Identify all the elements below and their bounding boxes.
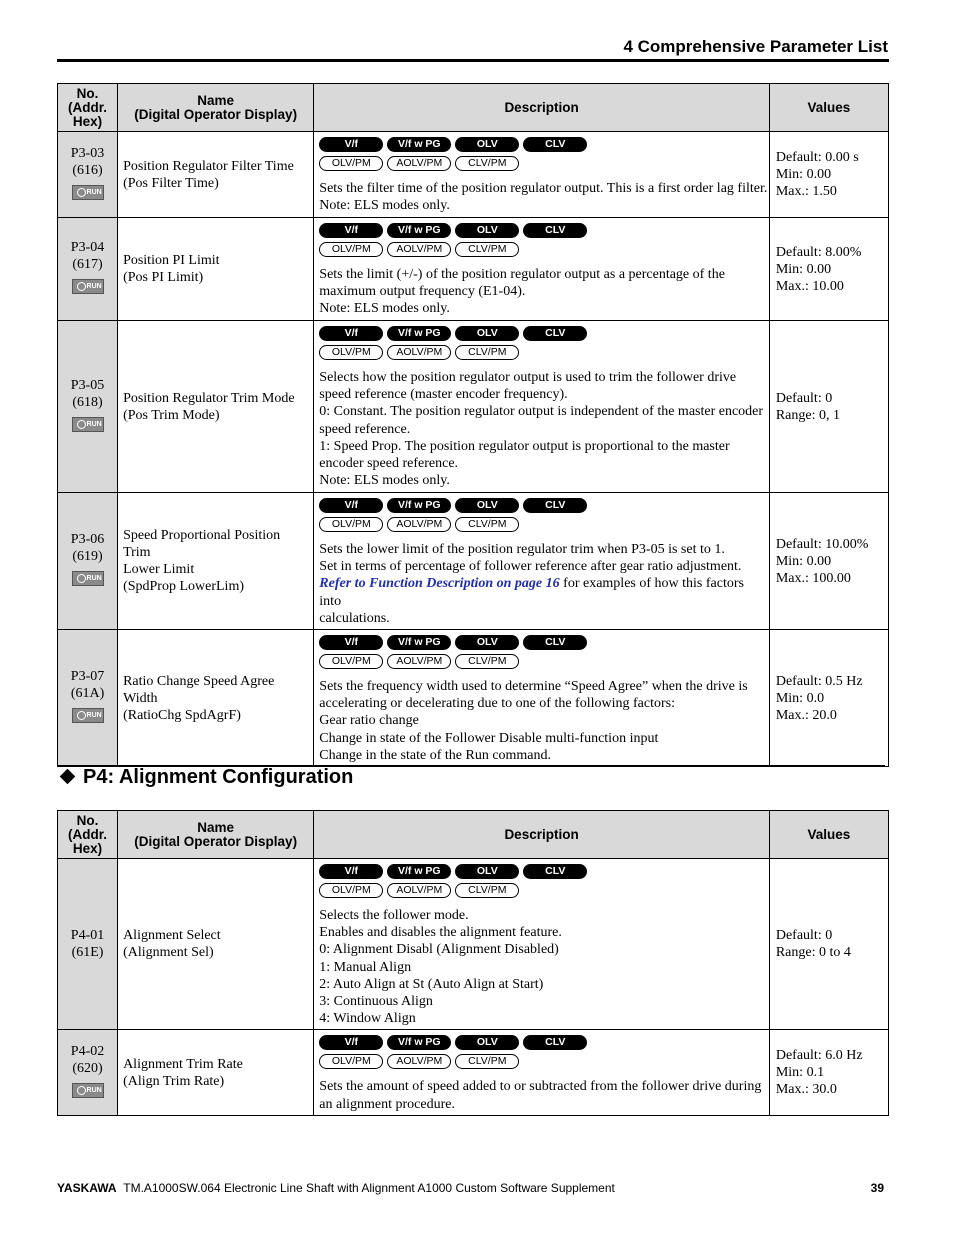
param-name-cell — [118, 859, 314, 1030]
description-line: Note: ELS modes only. — [319, 473, 450, 489]
mode-badge-enabled: V/f — [319, 864, 383, 879]
param-value-line: Default: 0.5 Hz — [775, 673, 863, 689]
mode-badge-enabled: V/f w PG — [387, 223, 451, 238]
param-number: P4-02 — [70, 1043, 105, 1059]
param-address: (618) — [72, 394, 103, 410]
mode-badge-enabled: V/f — [319, 1035, 383, 1050]
param-name-cell — [118, 493, 314, 630]
param-value-line: Default: 10.00% — [775, 536, 869, 552]
param-number: P3-04 — [70, 240, 105, 255]
mode-badge-disabled: CLV/PM — [455, 345, 519, 360]
control-mode-badges — [319, 223, 768, 263]
param-value-line: Min: 0.0 — [775, 690, 825, 706]
param-number: P3-07 — [70, 669, 105, 685]
param-name-cell — [118, 1030, 314, 1116]
param-name-line: (Pos PI Limit) — [123, 270, 204, 285]
param-name-cell — [118, 132, 314, 218]
run-icon-label: RUN — [86, 1086, 102, 1094]
mode-badge-disabled: AOLV/PM — [387, 345, 451, 360]
mode-badge-enabled: OLV — [455, 864, 519, 879]
param-value-line: Default: 0.00 s — [775, 150, 859, 165]
mode-badge-disabled: AOLV/PM — [387, 156, 451, 171]
description-line: Sets the frequency width used to determine “Speed Agree” when the drive is — [319, 679, 748, 695]
mode-badge-enabled: V/f w PG — [387, 326, 451, 341]
param-name-line: (Align Trim Rate) — [123, 1073, 225, 1089]
param-values-cell — [769, 630, 888, 767]
mode-badge-enabled: OLV — [455, 635, 519, 650]
table-row — [58, 1030, 889, 1116]
mode-badge-disabled: AOLV/PM — [387, 242, 451, 257]
table-row — [58, 859, 889, 1030]
param-value-line: Max.: 30.0 — [775, 1082, 837, 1098]
param-number-cell — [58, 1030, 118, 1116]
mode-badge-disabled: CLV/PM — [455, 654, 519, 669]
param-address: (616) — [72, 162, 103, 178]
param-value-line: Default: 8.00% — [775, 244, 862, 260]
mode-badge-disabled: OLV/PM — [319, 156, 383, 171]
description-line: Change in the state of the Run command. — [319, 747, 552, 763]
control-mode-badges — [319, 864, 768, 904]
mode-badge-disabled: CLV/PM — [455, 242, 519, 257]
control-mode-badges — [319, 498, 768, 538]
description-line: calculations. — [319, 610, 390, 626]
description-line: Sets the filter time of the position regulator output. This is a first order lag filter. — [319, 181, 768, 196]
mode-badge-enabled: CLV — [523, 864, 587, 879]
param-description-cell — [314, 859, 770, 1030]
param-values-cell — [769, 321, 888, 493]
param-value-line: Max.: 1.50 — [775, 184, 837, 199]
param-name-line: Ratio Change Speed Agree — [123, 673, 275, 689]
description-line: 4: Window Align — [319, 1011, 416, 1027]
footer-doc-title: TM.A1000SW.064 Electronic Line Shaft with Alignment A1000 Custom Software Supplement — [123, 1181, 615, 1195]
description-line: Note: ELS modes only. — [319, 301, 450, 317]
run-icon-label: RUN — [86, 283, 102, 290]
description-line: accelerating or decelerating due to one of the following factors: — [319, 696, 675, 712]
param-value-line: Min: 0.00 — [775, 261, 832, 277]
param-name-line: (Alignment Sel) — [123, 945, 214, 961]
description-line: Selects the follower mode. — [319, 908, 469, 923]
parameter-table-p4 — [57, 810, 889, 1116]
mode-badge-enabled: V/f — [319, 635, 383, 650]
description-line: Note: ELS modes only. — [319, 198, 450, 214]
mode-badge-enabled: V/f — [319, 326, 383, 341]
param-address: (61E) — [71, 945, 104, 961]
param-value-line: Max.: 10.00 — [775, 278, 844, 294]
mode-badge-enabled: OLV — [455, 326, 519, 341]
mode-badge-enabled: CLV — [523, 635, 587, 650]
param-number-cell — [58, 493, 118, 630]
mode-badge-enabled: CLV — [523, 137, 587, 152]
footer-brand: YASKAWA — [57, 1181, 117, 1195]
description-line: speed reference (master encoder frequency). — [319, 387, 568, 403]
param-values-cell — [769, 1030, 888, 1116]
section-title — [62, 766, 353, 789]
table-row — [58, 493, 889, 630]
param-number-cell — [58, 630, 118, 767]
param-value-line: Default: 0 — [775, 928, 833, 944]
mode-badge-disabled: CLV/PM — [455, 517, 519, 532]
description-line: Sets the lower limit of the position regulator trim when P3-05 is set to 1. — [319, 542, 725, 557]
mode-badge-enabled: V/f w PG — [387, 1035, 451, 1050]
mode-badge-disabled: CLV/PM — [455, 1054, 519, 1069]
col-header-description: Description — [314, 811, 770, 859]
section-title-text: P4: Alignment Configuration — [83, 766, 354, 788]
col-header-no: No. (Addr. Hex) — [58, 84, 118, 132]
description-line: Set in terms of percentage of follower reference after gear ratio adjustment. — [319, 559, 742, 575]
mode-badge-enabled: OLV — [455, 137, 519, 152]
run-icon — [72, 708, 104, 723]
run-icon-label: RUN — [86, 188, 102, 196]
param-number-cell — [58, 321, 118, 493]
param-description-cell — [314, 630, 770, 767]
description-line: 3: Continuous Align — [319, 994, 433, 1010]
mode-badge-disabled: OLV/PM — [319, 345, 383, 360]
col-header-name: Name (Digital Operator Display) — [118, 84, 314, 132]
run-icon — [72, 279, 104, 294]
description-line: 2: Auto Align at St (Auto Align at Start) — [319, 976, 544, 992]
run-icon — [72, 1083, 104, 1098]
param-description-cell — [314, 218, 770, 321]
mode-badge-enabled: V/f — [319, 137, 383, 152]
param-value-line: Default: 6.0 Hz — [775, 1048, 863, 1064]
run-icon — [72, 417, 104, 432]
description-line: speed reference. — [319, 421, 411, 437]
description-line: maximum output frequency (E1-04). — [319, 284, 526, 300]
mode-badge-enabled: CLV — [523, 223, 587, 238]
param-name-line: (Pos Trim Mode) — [123, 407, 220, 423]
param-description-cell — [314, 1030, 770, 1116]
param-number-cell — [58, 859, 118, 1030]
param-name-cell — [118, 218, 314, 321]
param-name-line: (RatioChg SpdAgrF) — [123, 707, 241, 723]
table-row — [58, 218, 889, 321]
param-value-line: Min: 0.00 — [775, 553, 832, 569]
param-value-line: Min: 0.00 — [775, 167, 832, 182]
param-values-cell — [769, 859, 888, 1030]
description-line: Selects how the position regulator output is used to trim the follower drive — [319, 370, 737, 385]
param-name-line: (Pos Filter Time) — [123, 175, 219, 191]
param-name-line: (SpdProp LowerLim) — [123, 579, 244, 594]
mode-badge-enabled: OLV — [455, 498, 519, 513]
run-icon-label: RUN — [86, 712, 102, 720]
page-number: 39 — [870, 1181, 884, 1195]
mode-badge-enabled: V/f w PG — [387, 635, 451, 650]
col-header-values: Values — [769, 84, 888, 132]
param-number: P3-03 — [70, 145, 105, 161]
description-line: Gear ratio change — [319, 713, 419, 729]
description-text: for examples of how this factors into — [319, 576, 744, 609]
description-line: 0: Alignment Disabl (Alignment Disabled) — [319, 942, 559, 958]
param-description-cell — [314, 321, 770, 493]
description-line: an alignment procedure. — [319, 1096, 455, 1112]
param-description-cell — [314, 132, 770, 218]
mode-badge-enabled: V/f w PG — [387, 137, 451, 152]
description-line: 1: Manual Align — [319, 959, 412, 975]
mode-badge-enabled: CLV — [523, 326, 587, 341]
param-address: (617) — [72, 257, 103, 272]
table-row — [58, 630, 889, 767]
mode-badge-disabled: AOLV/PM — [387, 654, 451, 669]
description-line: Sets the limit (+/-) of the position regulator output as a percentage of the — [319, 267, 725, 282]
param-name-line: Alignment Select — [123, 928, 221, 944]
param-address: (620) — [72, 1060, 103, 1076]
param-value-line: Min: 0.1 — [775, 1065, 825, 1081]
control-mode-badges — [319, 635, 768, 675]
param-value-line: Default: 0 — [775, 390, 833, 406]
control-mode-badges — [319, 1035, 768, 1075]
param-address: (61A) — [70, 686, 105, 702]
param-name-line: Position PI Limit — [123, 253, 220, 268]
param-name-line: Width — [123, 690, 158, 706]
param-values-cell — [769, 218, 888, 321]
mode-badge-disabled: AOLV/PM — [387, 883, 451, 898]
run-icon-label: RUN — [86, 420, 102, 428]
description-line: 1: Speed Prop. The position regulator output is proportional to the master — [319, 438, 730, 454]
mode-badge-disabled: CLV/PM — [455, 883, 519, 898]
param-number: P3-06 — [70, 532, 105, 547]
mode-badge-enabled: OLV — [455, 223, 519, 238]
mode-badge-disabled: OLV/PM — [319, 1054, 383, 1069]
description-line: Enables and disables the alignment feature. — [319, 925, 562, 941]
mode-badge-enabled: OLV — [455, 1035, 519, 1050]
mode-badge-enabled: V/f — [319, 498, 383, 513]
table-row — [58, 132, 889, 218]
table-row — [58, 321, 889, 493]
mode-badge-disabled: OLV/PM — [319, 517, 383, 532]
param-name-line: Speed Proportional Position Trim — [123, 528, 281, 560]
mode-badge-disabled: CLV/PM — [455, 156, 519, 171]
col-header-values: Values — [769, 811, 888, 859]
param-values-cell — [769, 493, 888, 630]
param-name-line: Alignment Trim Rate — [123, 1056, 243, 1072]
mode-badge-disabled: OLV/PM — [319, 654, 383, 669]
col-header-no: No. (Addr. Hex) — [58, 811, 118, 859]
cross-reference-link[interactable]: Refer to Function Description on page 16 — [319, 576, 560, 592]
param-number: P3-05 — [70, 377, 105, 393]
param-value-line: Range: 0 to 4 — [775, 945, 851, 961]
param-name-line: Lower Limit — [123, 562, 195, 577]
mode-badge-disabled: OLV/PM — [319, 242, 383, 257]
diamond-icon — [60, 769, 76, 785]
param-name-cell — [118, 321, 314, 493]
mode-badge-enabled: V/f — [319, 223, 383, 238]
mode-badge-enabled: CLV — [523, 1035, 587, 1050]
param-address: (619) — [72, 549, 103, 564]
param-value-line: Max.: 100.00 — [775, 570, 851, 586]
param-name-line: Position Regulator Trim Mode — [123, 390, 295, 406]
mode-badge-enabled: CLV — [523, 498, 587, 513]
param-value-line: Max.: 20.0 — [775, 707, 837, 723]
param-description-cell — [314, 493, 770, 630]
mode-badge-enabled: V/f w PG — [387, 864, 451, 879]
description-line: Sets the amount of speed added to or subtracted from the follower drive during — [319, 1079, 762, 1095]
mode-badge-disabled: OLV/PM — [319, 883, 383, 898]
page-footer — [57, 1181, 884, 1195]
mode-badge-enabled: V/f w PG — [387, 498, 451, 513]
control-mode-badges — [319, 326, 768, 366]
description-line: 0: Constant. The position regulator output is independent of the master encoder — [319, 404, 764, 420]
mode-badge-disabled: AOLV/PM — [387, 1054, 451, 1069]
run-icon — [72, 571, 104, 586]
run-icon-label: RUN — [86, 575, 102, 582]
description-line: Change in state of the Follower Disable multi-function input — [319, 730, 659, 746]
param-values-cell — [769, 132, 888, 218]
run-icon — [72, 185, 104, 200]
param-number: P4-01 — [70, 928, 105, 944]
col-header-description: Description — [314, 84, 770, 132]
col-header-name: Name (Digital Operator Display) — [118, 811, 314, 859]
parameter-table-p3 — [57, 83, 889, 767]
param-name-cell — [118, 630, 314, 767]
param-name-line: Position Regulator Filter Time — [123, 158, 294, 174]
param-number-cell — [58, 218, 118, 321]
param-number-cell — [58, 132, 118, 218]
control-mode-badges — [319, 137, 768, 177]
section-header: 4 Comprehensive Parameter List — [623, 37, 888, 56]
description-line — [319, 575, 768, 609]
header-rule — [57, 59, 889, 62]
mode-badge-disabled: AOLV/PM — [387, 517, 451, 532]
param-value-line: Range: 0, 1 — [775, 407, 840, 423]
description-line: encoder speed reference. — [319, 456, 459, 472]
